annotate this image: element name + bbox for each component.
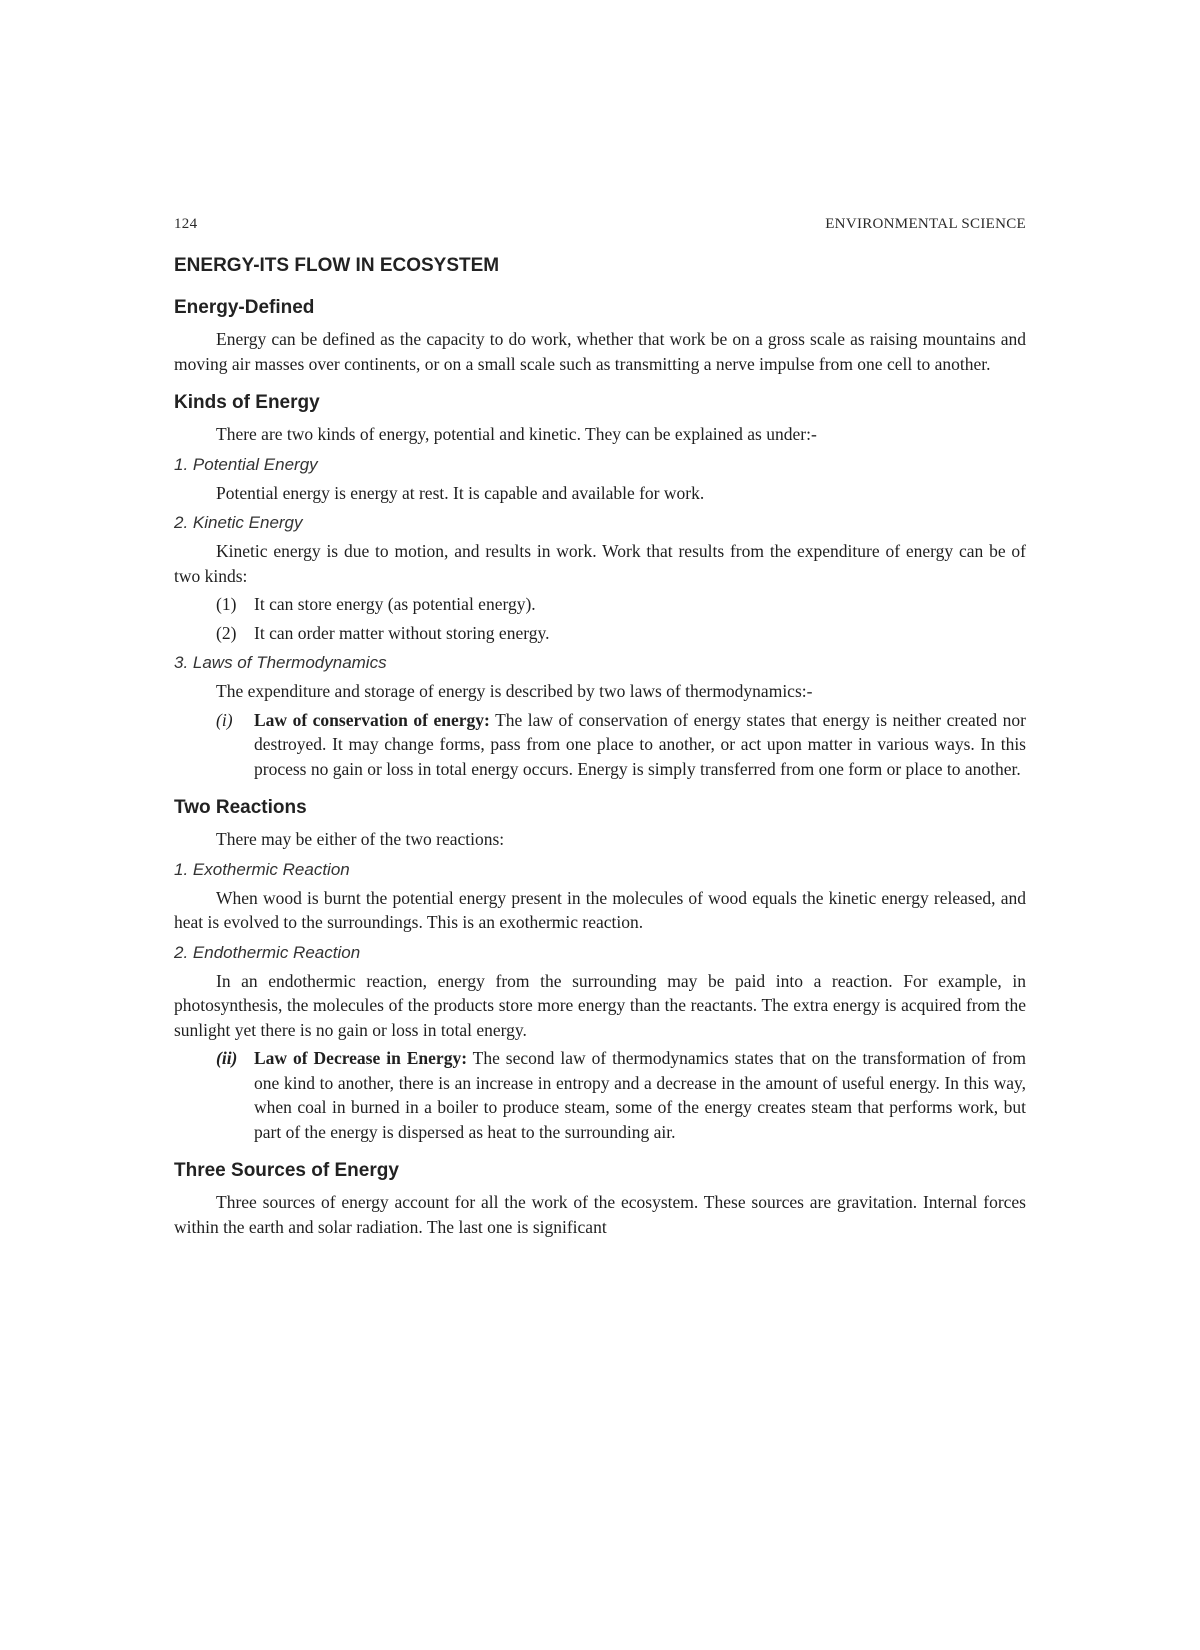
section-heading-kinds-of-energy: Kinds of Energy <box>174 392 320 413</box>
paragraph-kinetic-energy: Kinetic energy is due to motion, and results in work. Work that results from the expenditure of energy can be of two kinds: <box>174 541 1026 586</box>
subheading-exothermic-reaction: 1. Exothermic Reaction <box>174 859 350 879</box>
paragraph-endothermic: In an endothermic reaction, energy from the surrounding may be paid into a reaction. For example, in photosynthesis, the molecules of the products store more energy than the reactants. The extra energy is acquired from the sunlight yet there is no gain or loss in total energy. <box>174 970 1026 1040</box>
subheading-laws-of-thermodynamics: 3. Laws of Thermodynamics <box>174 653 387 672</box>
list-item-text: It can store energy (as potential energy). <box>254 594 536 614</box>
chapter-title: ENERGY-ITS FLOW IN ECOSYSTEM <box>174 255 500 276</box>
section-heading-three-sources: Three Sources of Energy <box>174 1160 399 1181</box>
list-item-text: It can order matter without storing energy. <box>254 622 550 643</box>
running-header <box>174 216 1026 233</box>
section-heading-two-reactions: Two Reactions <box>174 797 307 818</box>
paragraph-three-sources: Three sources of energy account for all the work of the ecosystem. These sources are gravitation. Internal forces within the earth and solar radiation. The last one is significant <box>174 1192 1026 1237</box>
paragraph-reactions-intro: There may be either of the two reactions: <box>216 829 505 849</box>
list-item <box>216 621 1026 646</box>
running-title: ENVIRONMENTAL SCIENCE <box>825 216 1026 232</box>
list-item <box>216 592 1026 617</box>
section-heading-energy-defined: Energy-Defined <box>174 297 315 318</box>
subheading-potential-energy: 1. Potential Energy <box>174 454 318 474</box>
law-text: The second law of thermodynamics states that on the transformation of from one kind to another, there is an increase in entropy and a decrease in the amount of useful energy. In this way, when coal in burned in a boiler to produce steam, some of the energy creates steam that performs work, but part of the energy is dispersed as heat to the surrounding air. <box>254 1048 1026 1142</box>
paragraph-kinds-intro: There are two kinds of energy, potential and kinetic. They can be explained as under:- <box>216 424 817 444</box>
law-item-conservation <box>216 708 1026 782</box>
list-marker: (1) <box>216 594 237 614</box>
paragraph-thermodynamics: The expenditure and storage of energy is described by two laws of thermodynamics:- <box>216 681 813 701</box>
paragraph-energy-defined: Energy can be defined as the capacity to do work, whether that work be on a gross scale as raising mountains and moving air masses over continents, or on a small scale such as transmitting a nerve impulse from one cell to another. <box>174 329 1026 374</box>
law-term: Law of Decrease in Energy: <box>254 1048 468 1068</box>
law-body <box>254 708 1026 782</box>
law-term: Law of conservation of energy: <box>254 709 490 730</box>
paragraph-exothermic: When wood is burnt the potential energy present in the molecules of wood equals the kinetic energy released, and heat is evolved to the surroundings. This is an exothermic reaction. <box>174 887 1026 932</box>
law-body <box>254 1046 1026 1144</box>
law-text: The law of conservation of energy states that energy is neither created nor destroyed. It may change forms, pass from one place to another, or act upon matter in various ways. In this process no gain or loss in total energy occurs. Energy is simply transferred from one form or place to another. <box>254 709 1026 779</box>
page-number: 124 <box>174 216 198 232</box>
law-marker: (ii) <box>216 1048 238 1068</box>
subheading-kinetic-energy: 2. Kinetic Energy <box>174 513 303 532</box>
law-item-decrease <box>216 1046 1026 1144</box>
list-marker: (2) <box>216 622 237 643</box>
law-marker: (i) <box>216 709 233 730</box>
subheading-endothermic-reaction: 2. Endothermic Reaction <box>174 942 361 962</box>
paragraph-potential-energy: Potential energy is energy at rest. It is capable and available for work. <box>216 482 705 503</box>
page-content <box>174 216 1026 1243</box>
